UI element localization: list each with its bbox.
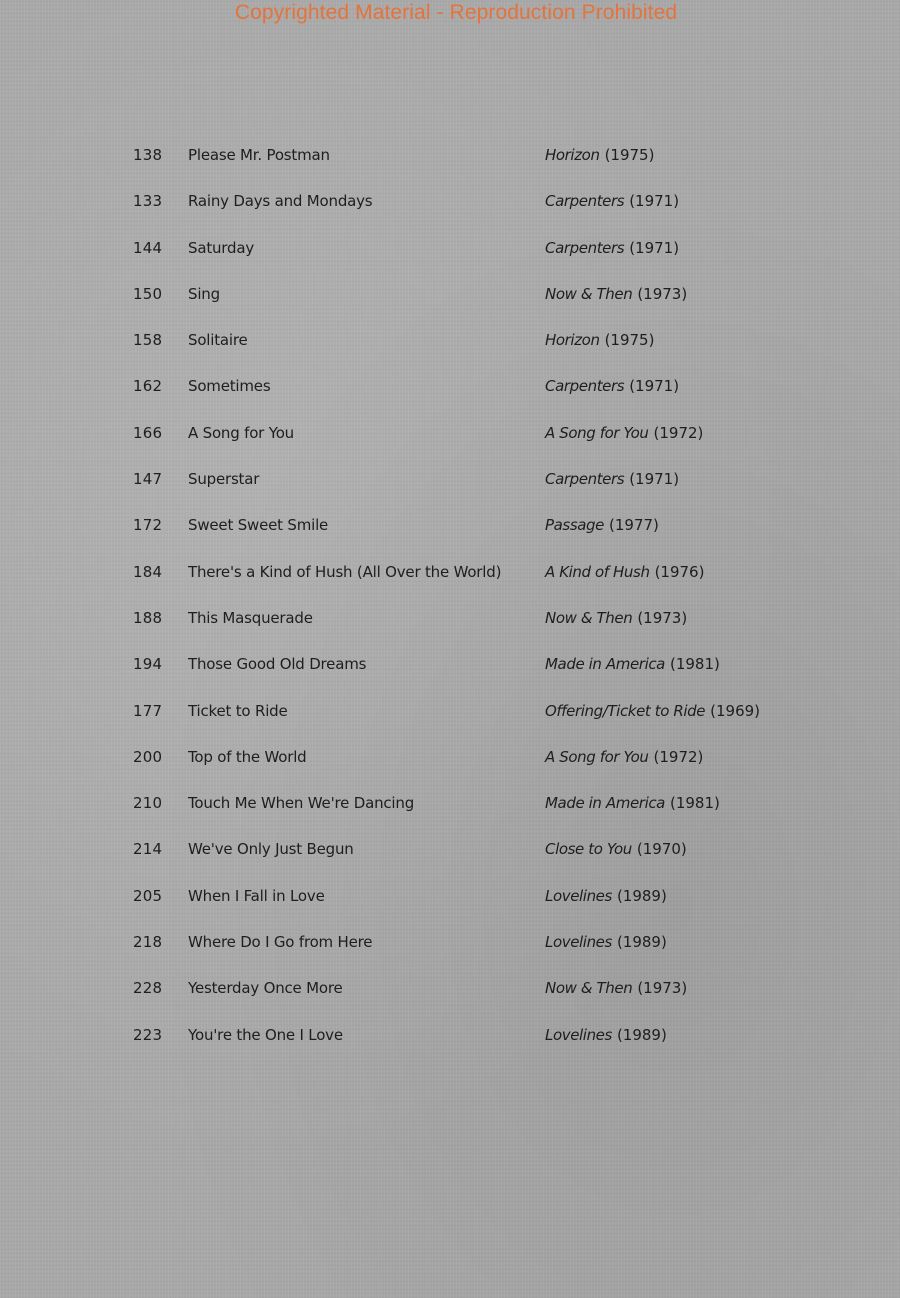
- album-info: [545, 690, 760, 732]
- album-year: (1975): [604, 331, 655, 350]
- album-name: Lovelines: [545, 886, 612, 905]
- song-row: [133, 273, 853, 319]
- album-year: (1972): [653, 747, 704, 766]
- song-row: [133, 319, 853, 365]
- page-number: 166: [133, 423, 163, 442]
- song-row: [133, 782, 853, 828]
- song-title: Superstar: [188, 470, 260, 489]
- album-year: (1969): [710, 701, 761, 720]
- song-title: We've Only Just Begun: [188, 840, 354, 859]
- album-year: (1989): [616, 933, 667, 952]
- page-number: 138: [133, 146, 163, 164]
- album-name: Carpenters: [545, 238, 625, 257]
- album-info: [545, 736, 703, 778]
- album-year: (1975): [604, 146, 655, 164]
- song-row: [133, 875, 853, 921]
- song-row: [133, 690, 853, 736]
- album-name: Now & Then: [545, 979, 633, 998]
- album-info: [545, 597, 687, 639]
- song-title: Please Mr. Postman: [188, 146, 330, 164]
- song-title: You're the One I Love: [188, 1025, 343, 1044]
- song-title: Rainy Days and Mondays: [188, 192, 373, 211]
- album-year: (1973): [637, 979, 688, 998]
- album-name: Close to You: [545, 840, 632, 859]
- album-info: [545, 412, 703, 454]
- song-row: [133, 736, 853, 782]
- album-info: [545, 134, 654, 176]
- album-name: Offering/Ticket to Ride: [545, 701, 706, 720]
- page-number: 194: [133, 655, 163, 674]
- album-year: (1989): [616, 886, 667, 905]
- page-number: 205: [133, 886, 163, 905]
- album-info: [545, 828, 687, 870]
- song-title: Those Good Old Dreams: [188, 655, 367, 674]
- page-number: 218: [133, 933, 163, 952]
- album-info: [545, 967, 687, 1009]
- page-number: 210: [133, 794, 163, 813]
- song-row: [133, 921, 853, 967]
- album-info: [545, 319, 654, 361]
- album-info: [545, 921, 667, 963]
- album-name: A Song for You: [545, 423, 649, 442]
- song-row: [133, 458, 853, 504]
- song-row: [133, 227, 853, 273]
- album-info: [545, 273, 687, 315]
- album-name: A Song for You: [545, 747, 649, 766]
- album-info: [545, 551, 704, 593]
- album-year: (1973): [637, 284, 688, 303]
- album-info: [545, 643, 720, 685]
- album-year: (1971): [629, 238, 680, 257]
- song-title: This Masquerade: [188, 608, 313, 627]
- song-title: Sweet Sweet Smile: [188, 516, 329, 535]
- song-row: [133, 828, 853, 874]
- page-number: 184: [133, 562, 163, 581]
- song-row: [133, 643, 853, 689]
- album-year: (1981): [669, 794, 720, 813]
- album-name: Carpenters: [545, 192, 625, 211]
- album-year: (1971): [629, 377, 680, 396]
- song-list: [133, 134, 853, 1060]
- album-info: [545, 504, 659, 546]
- album-year: (1973): [637, 608, 688, 627]
- page-number: 214: [133, 840, 163, 859]
- album-name: Lovelines: [545, 933, 612, 952]
- song-row: [133, 967, 853, 1013]
- song-row: [133, 365, 853, 411]
- song-row: [133, 597, 853, 643]
- song-title: Ticket to Ride: [188, 701, 288, 720]
- copyright-watermark: Copyrighted Material - Reproduction Prohibited: [234, 1, 678, 24]
- song-title: Where Do I Go from Here: [188, 933, 373, 952]
- album-name: Now & Then: [545, 284, 633, 303]
- album-year: (1989): [616, 1025, 667, 1044]
- page-number: 158: [133, 331, 163, 350]
- album-year: (1981): [669, 655, 720, 674]
- album-year: (1972): [653, 423, 704, 442]
- page-number: 150: [133, 284, 163, 303]
- album-name: Horizon: [545, 146, 600, 164]
- album-year: (1971): [629, 470, 680, 489]
- page-number: 177: [133, 701, 163, 720]
- song-title: There's a Kind of Hush (All Over the World): [188, 562, 502, 581]
- page-number: 133: [133, 192, 163, 211]
- album-year: (1977): [609, 516, 659, 535]
- song-title: Saturday: [188, 238, 254, 257]
- album-info: [545, 782, 720, 824]
- album-year: (1976): [654, 562, 705, 581]
- album-name: Carpenters: [545, 470, 625, 489]
- song-row: [133, 180, 853, 226]
- song-title: Sing: [188, 284, 220, 303]
- page-number: 223: [133, 1025, 163, 1044]
- song-row: [133, 1014, 853, 1060]
- song-title: When I Fall in Love: [188, 886, 325, 905]
- album-year: (1971): [629, 192, 680, 211]
- album-info: [545, 458, 679, 500]
- album-name: Made in America: [545, 794, 665, 813]
- album-year: (1970): [636, 840, 687, 859]
- album-name: Now & Then: [545, 608, 633, 627]
- song-row: [133, 412, 853, 458]
- song-row: [133, 504, 853, 550]
- song-row: [133, 134, 853, 180]
- page-number: 162: [133, 377, 163, 396]
- song-title: Touch Me When We're Dancing: [188, 794, 415, 813]
- page-number: 188: [133, 608, 163, 627]
- album-info: [545, 365, 679, 407]
- album-name: A Kind of Hush: [545, 562, 650, 581]
- album-info: [545, 227, 679, 269]
- song-title: Yesterday Once More: [188, 979, 343, 998]
- album-name: Lovelines: [545, 1025, 612, 1044]
- song-title: A Song for You: [188, 423, 294, 442]
- album-name: Horizon: [545, 331, 600, 350]
- song-title: Top of the World: [188, 747, 307, 766]
- album-name: Carpenters: [545, 377, 625, 396]
- album-name: Made in America: [545, 655, 665, 674]
- song-title: Solitaire: [188, 331, 248, 350]
- song-title: Sometimes: [188, 377, 271, 396]
- song-row: [133, 551, 853, 597]
- page-number: 147: [133, 470, 163, 489]
- page-number: 200: [133, 747, 163, 766]
- page-number: 172: [133, 516, 163, 535]
- album-info: [545, 875, 667, 917]
- album-info: [545, 1014, 667, 1056]
- album-name: Passage: [545, 516, 605, 535]
- album-info: [545, 180, 679, 222]
- page-number: 144: [133, 238, 163, 257]
- page-number: 228: [133, 979, 163, 998]
